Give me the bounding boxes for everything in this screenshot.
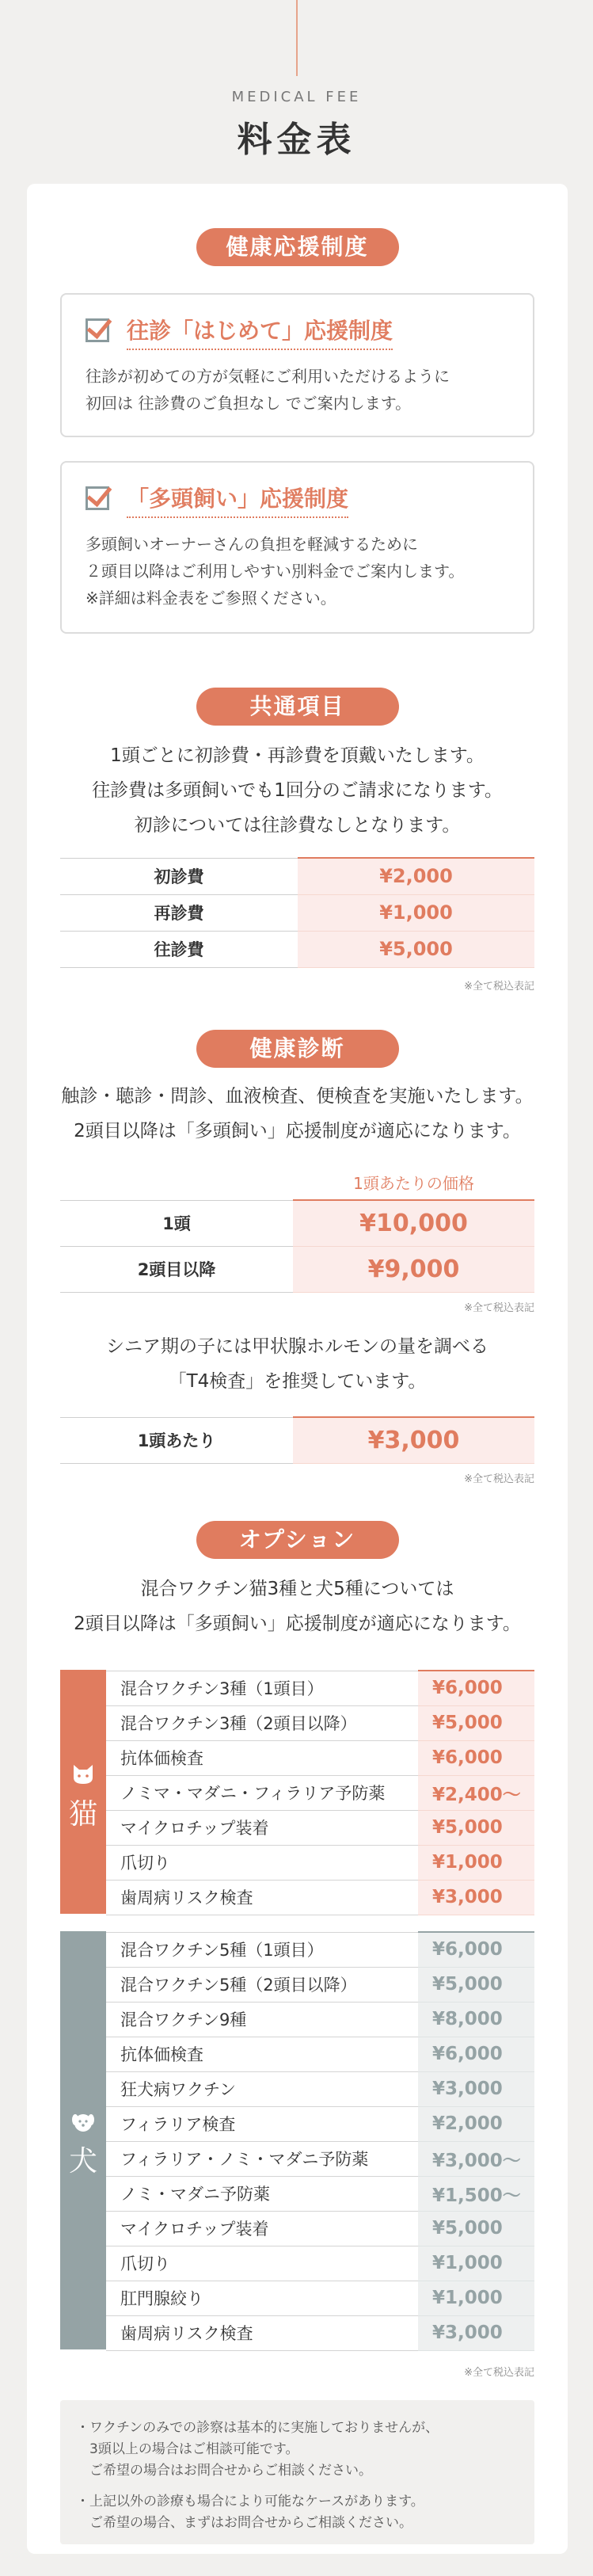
option-name: マイクロチップ装着	[106, 2211, 418, 2246]
support-line: 多頭飼いオーナーさんの負担を軽減するために	[86, 535, 418, 554]
checkup-line: 2頭目以降は「多頭飼い」応援制度が適応になります。	[74, 1121, 521, 1141]
option-price: ¥3,000	[418, 2315, 534, 2350]
cat-side-label	[60, 1670, 106, 1914]
option-price: ¥6,000	[418, 1932, 534, 1967]
option-name: 抗体価検査	[106, 2037, 418, 2071]
option-name: 混合ワクチン5種（1頭目）	[106, 1932, 418, 1967]
page-title: 料金表	[237, 120, 356, 160]
cat-options-table	[106, 1670, 534, 1915]
price-per-pet-heading: 1頭あたりの価格	[353, 1174, 474, 1193]
options-pill: オプション	[196, 1521, 399, 1559]
table-row	[106, 2106, 534, 2141]
common-description	[27, 738, 568, 843]
senior-description	[27, 1329, 568, 1399]
option-price: ¥3,000～	[418, 2141, 534, 2176]
table-row	[106, 2071, 534, 2106]
tax-note: ※全て税込表記	[464, 1473, 534, 1485]
table-row	[60, 858, 534, 894]
table-row	[106, 1967, 534, 2002]
option-price: ¥1,000	[418, 1845, 534, 1880]
dog-options-block	[60, 1931, 534, 2349]
table-row	[106, 1810, 534, 1845]
option-price: ¥1,000	[418, 2246, 534, 2281]
fee-price: ¥1,000	[298, 894, 534, 931]
cat-label: 猫	[68, 1798, 97, 1831]
table-row	[106, 1845, 534, 1880]
option-price: ¥2,400～	[418, 1775, 534, 1810]
support-line: ２頭目以降はご利用しやすい別料金でご案内します。	[86, 562, 465, 581]
option-price: ¥6,000	[418, 2037, 534, 2071]
support-text-multi-pet	[86, 531, 464, 612]
option-price: ¥5,000	[418, 1810, 534, 1845]
tax-note: ※全て税込表記	[464, 2367, 534, 2379]
table-row	[106, 2176, 534, 2211]
fee-label: 初診費	[60, 858, 298, 894]
options-description	[27, 1572, 568, 1641]
fee-card	[27, 184, 568, 2554]
table-row	[60, 1246, 534, 1292]
option-name: ノミ・マダニ予防薬	[106, 2176, 418, 2211]
option-name: 狂犬病ワクチン	[106, 2071, 418, 2106]
option-price: ¥5,000	[418, 2211, 534, 2246]
option-name: 歯周病リスク検査	[106, 1880, 418, 1915]
option-price: ¥5,000	[418, 1967, 534, 2002]
option-name: 混合ワクチン9種	[106, 2002, 418, 2037]
fee-label: 再診費	[60, 894, 298, 931]
dog-options-table	[106, 1931, 534, 2351]
option-price: ¥1,500～	[418, 2176, 534, 2211]
table-row	[106, 2037, 534, 2071]
option-price: ¥8,000	[418, 2002, 534, 2037]
checkup-line: 触診・聴診・問診、血液検査、便検査を実施いたします。	[61, 1086, 534, 1107]
cat-options-block	[60, 1670, 534, 1914]
table-row	[106, 2141, 534, 2176]
section-title-en: MEDICAL FEE	[231, 89, 362, 105]
cat-icon	[71, 1762, 95, 1785]
fee-price: ¥2,000	[298, 858, 534, 894]
table-row	[106, 2211, 534, 2246]
table-row	[106, 2002, 534, 2037]
tax-note: ※全て税込表記	[464, 1302, 534, 1314]
notice-line: 3頭以上の場合はご相談可能です。	[76, 2441, 299, 2457]
option-price: ¥6,000	[418, 1740, 534, 1775]
option-price: ¥3,000	[418, 1880, 534, 1915]
table-row	[60, 894, 534, 931]
table-row	[106, 1705, 534, 1740]
table-row	[60, 1200, 534, 1246]
checkup-fee-table	[60, 1199, 534, 1293]
option-price: ¥5,000	[418, 1705, 534, 1740]
option-name: 爪切り	[106, 2246, 418, 2281]
options-line: 混合ワクチン猫3種と犬5種については	[140, 1579, 454, 1599]
table-row	[106, 2246, 534, 2281]
fee-label: 1頭あたり	[60, 1417, 293, 1463]
fee-price: ¥10,000	[293, 1200, 534, 1246]
support-text-first-visit	[86, 363, 450, 417]
support-line: 往診が初めての方が気軽にご利用いただけるように	[86, 367, 450, 386]
checkbox-icon	[86, 485, 112, 512]
option-name: 混合ワクチン3種（2頭目以降）	[106, 1705, 418, 1740]
option-price: ¥6,000	[418, 1671, 534, 1705]
fee-price: ¥3,000	[293, 1417, 534, 1463]
dog-label: 犬	[68, 2145, 97, 2178]
table-row	[106, 1932, 534, 1967]
fee-label: 1頭	[60, 1200, 293, 1246]
notice-item	[76, 2491, 534, 2534]
tax-note: ※全て税込表記	[464, 981, 534, 993]
option-price: ¥1,000	[418, 2281, 534, 2315]
notice-line: ご希望の場合はお問合せからご相談ください。	[76, 2463, 372, 2479]
option-name: 爪切り	[106, 1845, 418, 1880]
fee-label: 往診費	[60, 931, 298, 967]
common-line: 往診費は多頭飼いでも1回分のご請求になります。	[92, 780, 503, 801]
table-row	[60, 931, 534, 967]
dog-icon	[71, 2110, 95, 2134]
support-line: 初回は 往診費のご負担なし でご案内します。	[86, 394, 412, 413]
table-row	[106, 1740, 534, 1775]
support-box-multi-pet	[60, 461, 534, 634]
notice-item	[76, 2418, 534, 2482]
support-pill: 健康応援制度	[196, 228, 399, 266]
fee-price: ¥9,000	[293, 1246, 534, 1292]
option-price: ¥3,000	[418, 2071, 534, 2106]
table-row	[106, 1775, 534, 1810]
notice-box	[60, 2400, 534, 2544]
option-name: 肛門腺絞り	[106, 2281, 418, 2315]
option-price: ¥2,000	[418, 2106, 534, 2141]
support-box-first-visit	[60, 293, 534, 437]
options-line: 2頭目以降は「多頭飼い」応援制度が適応になります。	[74, 1614, 521, 1634]
table-row	[106, 2315, 534, 2350]
option-name: 抗体価検査	[106, 1740, 418, 1775]
option-name: 歯周病リスク検査	[106, 2315, 418, 2350]
option-name: ノミマ・マダニ・フィラリア予防薬	[106, 1775, 418, 1810]
t4-fee-table	[60, 1416, 534, 1464]
senior-line: シニア期の子には甲状腺ホルモンの量を調べる	[106, 1336, 488, 1357]
option-name: フィラリア・ノミ・マダニ予防薬	[106, 2141, 418, 2176]
fee-price: ¥5,000	[298, 931, 534, 967]
notice-line: ・上記以外の診療も場合により可能なケースがあります。	[76, 2494, 424, 2509]
notice-line: ご希望の場合、まずはお問合せからご相談ください。	[76, 2515, 412, 2531]
option-name: 混合ワクチン5種（2頭目以降）	[106, 1967, 418, 2002]
dog-side-label	[60, 1931, 106, 2349]
checkup-pill: 健康診断	[196, 1030, 399, 1068]
option-name: マイクロチップ装着	[106, 1810, 418, 1845]
common-fee-table	[60, 857, 534, 968]
support-title-multi-pet: 「多頭飼い」応援制度	[127, 482, 348, 518]
common-line: 1頭ごとに初診費・再診費を頂戴いたします。	[110, 745, 485, 766]
support-line: ※詳細は料金表をご参照ください。	[86, 589, 336, 608]
table-row	[106, 1880, 534, 1915]
notice-line: ・ワクチンのみでの診察は基本的に実施しておりませんが、	[76, 2420, 439, 2436]
common-line: 初診については往診費なしとなります。	[134, 815, 461, 836]
table-row	[60, 1417, 534, 1463]
header-divider-line	[296, 0, 298, 76]
option-name: フィラリア検査	[106, 2106, 418, 2141]
support-title-first-visit: 往診「はじめて」応援制度	[127, 314, 393, 350]
checkbox-icon	[86, 317, 112, 344]
table-row	[106, 2281, 534, 2315]
fee-label: 2頭目以降	[60, 1246, 293, 1292]
checkup-description	[27, 1079, 568, 1149]
common-pill: 共通項目	[196, 688, 399, 726]
option-name: 混合ワクチン3種（1頭目）	[106, 1671, 418, 1705]
senior-line: 「T4検査」を推奨しています。	[168, 1371, 427, 1392]
table-row	[106, 1671, 534, 1705]
